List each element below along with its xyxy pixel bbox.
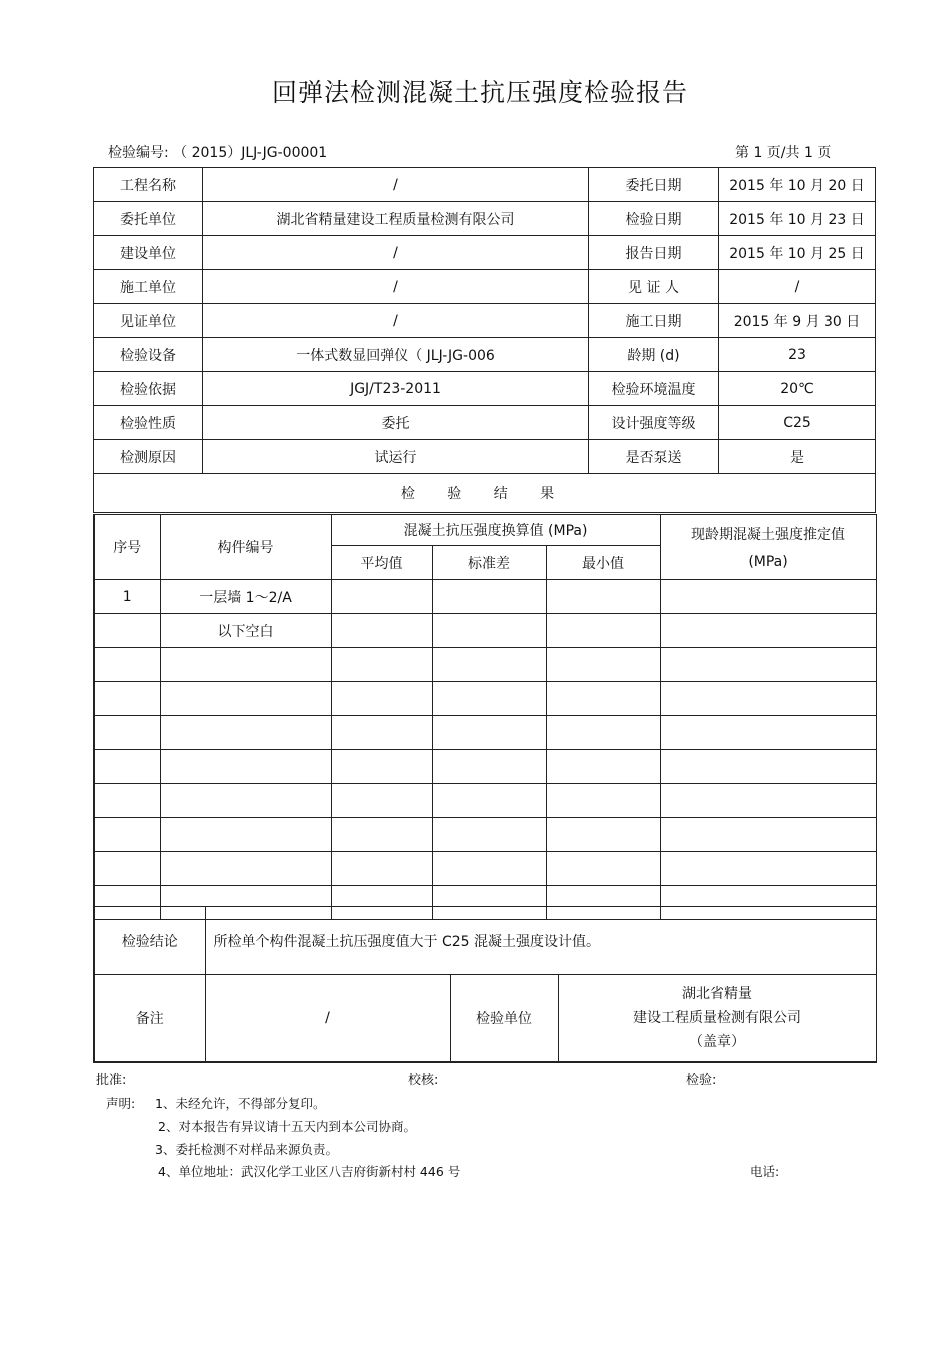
test-unit xyxy=(558,975,876,1063)
col-avg: 平均值 xyxy=(331,546,432,580)
witness-label: 见 证 人 xyxy=(589,270,719,304)
age-label: 龄期 (d) xyxy=(589,338,719,372)
client: 湖北省精量建设工程质量检测有限公司 xyxy=(203,202,589,236)
empty-row xyxy=(94,750,876,784)
constructor-label: 施工单位 xyxy=(94,270,203,304)
nature-label: 检验性质 xyxy=(94,406,203,440)
col-member: 构件编号 xyxy=(160,515,331,580)
nature: 委托 xyxy=(203,406,589,440)
builder: / xyxy=(203,236,589,270)
report-number xyxy=(108,142,327,162)
col-min: 最小值 xyxy=(546,546,660,580)
col-est-unit: (MPa) xyxy=(748,554,788,570)
equipment: 一体式数显回弹仪（ JLJ-JG-006 xyxy=(203,338,589,372)
grade: C25 xyxy=(719,406,876,440)
results-table xyxy=(93,514,877,920)
reason-label: 检测原因 xyxy=(94,440,203,474)
conclusion-text: 所检单个构件混凝土抗压强度值大于 C25 混凝土强度设计值。 xyxy=(205,907,876,975)
note-2: 2、对本报告有异议请十五天内到本公司协商。 xyxy=(158,1119,416,1134)
review-label: 校核: xyxy=(408,1073,439,1088)
unit-line-2: 建设工程质量检测有限公司 xyxy=(633,1010,801,1026)
unit-line-1: 湖北省精量 xyxy=(682,986,752,1002)
inspect-label: 检验: xyxy=(686,1073,717,1088)
results-heading-text: 检 验 结 果 xyxy=(400,486,569,502)
test-date-label: 检验日期 xyxy=(589,202,719,236)
row-member: 以下空白 xyxy=(160,614,331,648)
constructor: / xyxy=(203,270,589,304)
row-seq: 1 xyxy=(94,580,160,614)
project-name-label: 工程名称 xyxy=(94,168,203,202)
entrust-date: 2015 年 10 月 20 日 xyxy=(719,168,876,202)
pump-label: 是否泵送 xyxy=(589,440,719,474)
test-date: 2015 年 10 月 23 日 xyxy=(719,202,876,236)
row-est xyxy=(660,614,876,648)
page-info: 第 1 页/共 1 页 xyxy=(735,145,832,161)
col-seq: 序号 xyxy=(94,515,160,580)
builder-label: 建设单位 xyxy=(94,236,203,270)
equipment-label: 检验设备 xyxy=(94,338,203,372)
temp-label: 检验环境温度 xyxy=(589,372,719,406)
row-std xyxy=(432,580,546,614)
witness-unit-label: 见证单位 xyxy=(94,304,203,338)
row-est xyxy=(660,580,876,614)
empty-row xyxy=(94,682,876,716)
empty-row xyxy=(94,852,876,886)
row-std xyxy=(432,614,546,648)
row-member: 一层墙 1～2/A xyxy=(160,580,331,614)
project-name: / xyxy=(203,168,589,202)
note-3: 3、委托检测不对样品来源负责。 xyxy=(155,1142,338,1157)
construct-date: 2015 年 9 月 30 日 xyxy=(719,304,876,338)
witness: / xyxy=(719,270,876,304)
empty-row xyxy=(94,784,876,818)
note-1: 1、未经允许，不得部分复印。 xyxy=(155,1096,326,1111)
col-est-title: 现龄期混凝土强度推定值 xyxy=(691,527,846,543)
empty-row xyxy=(94,716,876,750)
report-date: 2015 年 10 月 25 日 xyxy=(719,236,876,270)
basis: JGJ/T23-2011 xyxy=(203,372,589,406)
temp: 20℃ xyxy=(719,372,876,406)
report-title: 回弹法检测混凝土抗压强度检验报告 xyxy=(271,78,688,107)
col-std: 标准差 xyxy=(432,546,546,580)
construct-date-label: 施工日期 xyxy=(589,304,719,338)
row-min xyxy=(546,580,660,614)
remark: / xyxy=(205,975,450,1063)
approve-label: 批准: xyxy=(96,1073,127,1088)
unit-label: 检验单位 xyxy=(450,975,558,1063)
empty-row xyxy=(94,648,876,682)
col-conv: 混凝土抗压强度换算值 (MPa) xyxy=(331,515,660,546)
empty-row xyxy=(94,818,876,852)
row-avg xyxy=(331,580,432,614)
row-avg xyxy=(331,614,432,648)
statement-label: 声明: xyxy=(106,1096,136,1111)
col-est xyxy=(660,515,876,580)
note-4: 4、单位地址：武汉化学工业区八吉府街新村村 446 号 xyxy=(158,1164,461,1179)
info-table xyxy=(93,167,876,513)
conclusion-table xyxy=(93,906,877,1063)
report-number-label: 检验编号: xyxy=(108,145,169,161)
phone-label: 电话: xyxy=(750,1164,780,1179)
pump: 是 xyxy=(719,440,876,474)
client-label: 委托单位 xyxy=(94,202,203,236)
row-seq xyxy=(94,614,160,648)
grade-label: 设计强度等级 xyxy=(589,406,719,440)
remark-label: 备注 xyxy=(94,975,205,1063)
unit-line-3: （盖章） xyxy=(689,1034,745,1050)
report-date-label: 报告日期 xyxy=(589,236,719,270)
row-min xyxy=(546,614,660,648)
basis-label: 检验依据 xyxy=(94,372,203,406)
witness-unit: / xyxy=(203,304,589,338)
report-number-value: （ 2015）JLJ-JG-00001 xyxy=(173,145,328,161)
conclusion-label: 检验结论 xyxy=(94,907,205,975)
results-heading xyxy=(94,474,876,513)
entrust-date-label: 委托日期 xyxy=(589,168,719,202)
age: 23 xyxy=(719,338,876,372)
reason: 试运行 xyxy=(203,440,589,474)
